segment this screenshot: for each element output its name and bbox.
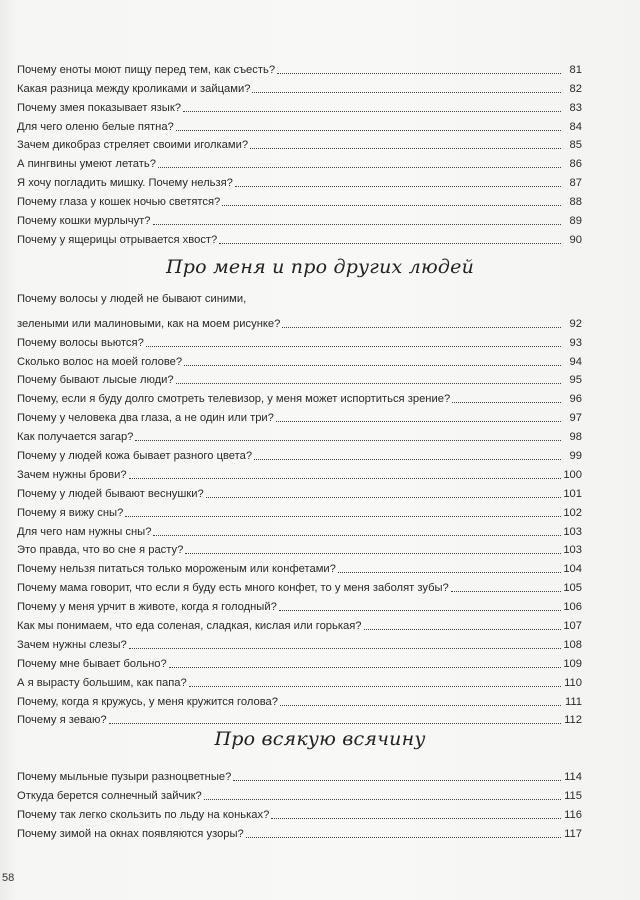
toc-entry-page: 82 bbox=[569, 82, 582, 95]
toc-entry-title: А я вырасту большим, как папа? bbox=[17, 676, 187, 689]
toc-entry-page: 98 bbox=[569, 431, 582, 444]
toc-entry-page: 97 bbox=[569, 412, 582, 425]
toc-entry-page: 102 bbox=[563, 506, 582, 519]
toc-entry-title: зелеными или малиновыми, как на моем рисунке? bbox=[17, 317, 281, 330]
toc-section-people bbox=[17, 293, 582, 727]
toc-entry-page: 117 bbox=[564, 827, 582, 840]
toc-entry bbox=[17, 463, 582, 482]
toc-entry-title: Почему так легко скользить по льду на коньках? bbox=[17, 808, 270, 821]
toc-entry-page: 90 bbox=[569, 233, 582, 246]
toc-entry-page: 115 bbox=[564, 789, 582, 802]
section-heading-people: Про меня и про других людей bbox=[165, 256, 475, 278]
toc-entry bbox=[17, 58, 582, 77]
toc-entry-title: Почему волосы вьются? bbox=[17, 336, 144, 349]
toc-entry-title: Почему мне бывает больно? bbox=[17, 657, 167, 670]
toc-entry-title: Почему у меня урчит в животе, когда я голодный? bbox=[17, 601, 277, 614]
toc-entry bbox=[17, 406, 582, 425]
dot-leader bbox=[125, 516, 561, 517]
toc-entry-page: 87 bbox=[569, 177, 582, 190]
toc-entry bbox=[17, 690, 582, 709]
dot-leader bbox=[109, 723, 561, 724]
toc-entry-page: 92 bbox=[569, 317, 582, 330]
toc-entry bbox=[17, 96, 582, 115]
toc-entry-page: 105 bbox=[563, 582, 582, 595]
toc-entry bbox=[17, 501, 582, 520]
toc-entry-title: Почему бывают лысые люди? bbox=[17, 374, 174, 387]
toc-entry bbox=[17, 633, 582, 652]
toc-entry-page: 84 bbox=[569, 120, 582, 133]
toc-entry bbox=[17, 784, 582, 803]
toc-entry-title: Почему мама говорит, что если я буду есть много конфет, то у меня заболят зубы? bbox=[17, 582, 449, 595]
toc-entry bbox=[17, 369, 582, 388]
toc-entry-page: 100 bbox=[563, 468, 582, 481]
toc-entry bbox=[17, 595, 582, 614]
toc-entry-page: 104 bbox=[563, 563, 582, 576]
toc-entry-title: Сколько волос на моей голове? bbox=[17, 355, 183, 368]
toc-entry-title: Зачем нужны слезы? bbox=[17, 638, 127, 651]
toc-entry-page: 116 bbox=[564, 808, 582, 821]
dot-leader bbox=[206, 497, 561, 498]
toc-entry-page: 103 bbox=[563, 544, 582, 557]
toc-entry-title: Зачем дикобраз стреляет своими иголками? bbox=[17, 139, 249, 152]
toc-entry bbox=[17, 444, 582, 463]
dot-leader bbox=[252, 92, 561, 93]
dot-leader bbox=[129, 648, 561, 649]
dot-leader bbox=[135, 440, 561, 441]
dot-leader bbox=[235, 186, 561, 187]
dot-leader bbox=[233, 780, 561, 781]
toc-entry-title: Я хочу погладить мишку. Почему нельзя? bbox=[17, 177, 233, 190]
dot-leader bbox=[183, 111, 561, 112]
dot-leader bbox=[282, 327, 561, 328]
dot-leader bbox=[271, 818, 561, 819]
toc-entry-page: 99 bbox=[569, 450, 582, 463]
toc-entry-title: Почему я вижу сны? bbox=[17, 506, 124, 519]
toc-entry-title: Какая разница между кроликами и зайцами? bbox=[17, 82, 251, 95]
toc-section-animals bbox=[17, 58, 582, 247]
dot-leader bbox=[153, 535, 561, 536]
toc-entry-title: Почему у людей бывают веснушки? bbox=[17, 487, 204, 500]
toc-entry-title: Почему глаза у кошек ночью светятся? bbox=[17, 196, 221, 209]
toc-entry-page: 94 bbox=[569, 355, 582, 368]
toc-entry-title: Почему у людей кожа бывает разного цвета? bbox=[17, 450, 253, 463]
dot-leader bbox=[176, 383, 561, 384]
toc-entry-title: Почему я зеваю? bbox=[17, 714, 107, 727]
toc-entry bbox=[17, 134, 582, 153]
toc-entry bbox=[17, 152, 582, 171]
toc-entry-title: Как мы понимаем, что еда соленая, сладкая, кислая или горькая? bbox=[17, 620, 362, 633]
toc-entry-page: 83 bbox=[569, 101, 582, 114]
dot-leader bbox=[176, 130, 561, 131]
dot-leader bbox=[277, 73, 561, 74]
toc-entry-title: А пингвины умеют летать? bbox=[17, 158, 156, 171]
dot-leader bbox=[279, 610, 561, 611]
dot-leader bbox=[204, 799, 561, 800]
toc-entry bbox=[17, 350, 582, 369]
toc-entry-page: 86 bbox=[569, 158, 582, 171]
dot-leader bbox=[364, 629, 562, 630]
toc-entry bbox=[17, 482, 582, 501]
toc-entry-page: 107 bbox=[563, 620, 582, 633]
toc-entry-title: Почему нельзя питаться только мороженым или конфетами? bbox=[17, 563, 336, 576]
toc-entry-title: Почему еноты моют пищу перед тем, как съесть? bbox=[17, 63, 276, 76]
toc-section-misc bbox=[17, 765, 582, 841]
toc-entry bbox=[17, 209, 582, 228]
toc-entry bbox=[17, 312, 582, 331]
toc-entry-title: Почему волосы у людей не бывают синими, bbox=[17, 293, 247, 305]
toc-entry bbox=[17, 331, 582, 350]
toc-entry-title: Почему мыльные пузыри разноцветные? bbox=[17, 770, 232, 783]
toc-entry bbox=[17, 671, 582, 690]
toc-entry-title: Для чего нам нужны сны? bbox=[17, 525, 152, 538]
dot-leader bbox=[451, 591, 561, 592]
toc-entry-page: 103 bbox=[563, 525, 582, 538]
dot-leader bbox=[189, 686, 561, 687]
dot-leader bbox=[153, 224, 561, 225]
toc-entry-page: 111 bbox=[564, 695, 582, 708]
dot-leader bbox=[219, 243, 561, 244]
toc-entry-title: Почему, когда я кружусь, у меня кружится голова? bbox=[17, 695, 278, 708]
dot-leader bbox=[246, 837, 561, 838]
toc-entry bbox=[17, 557, 582, 576]
dot-leader bbox=[250, 148, 561, 149]
toc-entry-title: Почему зимой на окнах появляются узоры? bbox=[17, 827, 244, 840]
dot-leader bbox=[338, 572, 561, 573]
toc-entry-page: 81 bbox=[569, 63, 582, 76]
toc-entry-title: Для чего оленю белые пятна? bbox=[17, 120, 174, 133]
dot-leader bbox=[158, 167, 561, 168]
dot-leader bbox=[222, 205, 561, 206]
toc-entry bbox=[17, 539, 582, 558]
toc-entry-title: Почему, если я буду долго смотреть телевизор, у меня может испортиться зрение? bbox=[17, 393, 451, 406]
dot-leader bbox=[280, 705, 561, 706]
toc-entry bbox=[17, 425, 582, 444]
toc-entry bbox=[17, 614, 582, 633]
toc-entry-page: 93 bbox=[569, 336, 582, 349]
page-number: 58 bbox=[2, 872, 15, 884]
dot-leader bbox=[185, 553, 561, 554]
toc-entry bbox=[17, 77, 582, 96]
toc-entry-title: Как получается загар? bbox=[17, 431, 134, 444]
section-heading-misc: Про всякую всячину bbox=[214, 728, 426, 750]
dot-leader bbox=[169, 667, 561, 668]
toc-entry bbox=[17, 115, 582, 134]
dot-leader bbox=[452, 402, 561, 403]
toc-entry-title: Зачем нужны брови? bbox=[17, 468, 127, 481]
toc-entry bbox=[17, 576, 582, 595]
toc-entry-page: 108 bbox=[563, 638, 582, 651]
dot-leader bbox=[184, 365, 561, 366]
dot-leader bbox=[276, 421, 561, 422]
toc-entry-page: 106 bbox=[563, 601, 582, 614]
dot-leader bbox=[129, 478, 561, 479]
toc-entry-page: 101 bbox=[563, 487, 582, 500]
toc-entry-title: Почему змея показывает язык? bbox=[17, 101, 181, 114]
toc-entry-page: 109 bbox=[563, 657, 582, 670]
dot-leader bbox=[254, 459, 561, 460]
toc-entry bbox=[17, 822, 582, 841]
toc-entry bbox=[17, 228, 582, 247]
toc-entry-title: Почему кошки мурлычут? bbox=[17, 215, 151, 228]
toc-entry bbox=[17, 709, 582, 728]
toc-entry-page: 114 bbox=[564, 770, 582, 783]
toc-entry-page: 110 bbox=[564, 676, 582, 689]
toc-entry-page: 85 bbox=[569, 139, 582, 152]
toc-entry-title: Откуда берется солнечный зайчик? bbox=[17, 789, 202, 802]
toc-entry bbox=[17, 652, 582, 671]
toc-entry-title: Почему у ящерицы отрывается хвост? bbox=[17, 233, 218, 246]
toc-entry bbox=[17, 803, 582, 822]
toc-entry bbox=[17, 387, 582, 406]
toc-entry bbox=[17, 293, 582, 312]
toc-entry bbox=[17, 171, 582, 190]
dot-leader bbox=[146, 346, 561, 347]
toc-entry-page: 88 bbox=[569, 196, 582, 209]
toc-entry-page: 96 bbox=[569, 393, 582, 406]
toc-entry-page: 95 bbox=[569, 374, 582, 387]
toc-entry-page: 112 bbox=[564, 714, 582, 727]
toc-entry-page: 89 bbox=[569, 215, 582, 228]
toc-entry-title: Это правда, что во сне я расту? bbox=[17, 544, 184, 557]
toc-entry-title: Почему у человека два глаза, а не один или три? bbox=[17, 412, 274, 425]
toc-entry bbox=[17, 765, 582, 784]
toc-entry bbox=[17, 520, 582, 539]
toc-entry bbox=[17, 190, 582, 209]
